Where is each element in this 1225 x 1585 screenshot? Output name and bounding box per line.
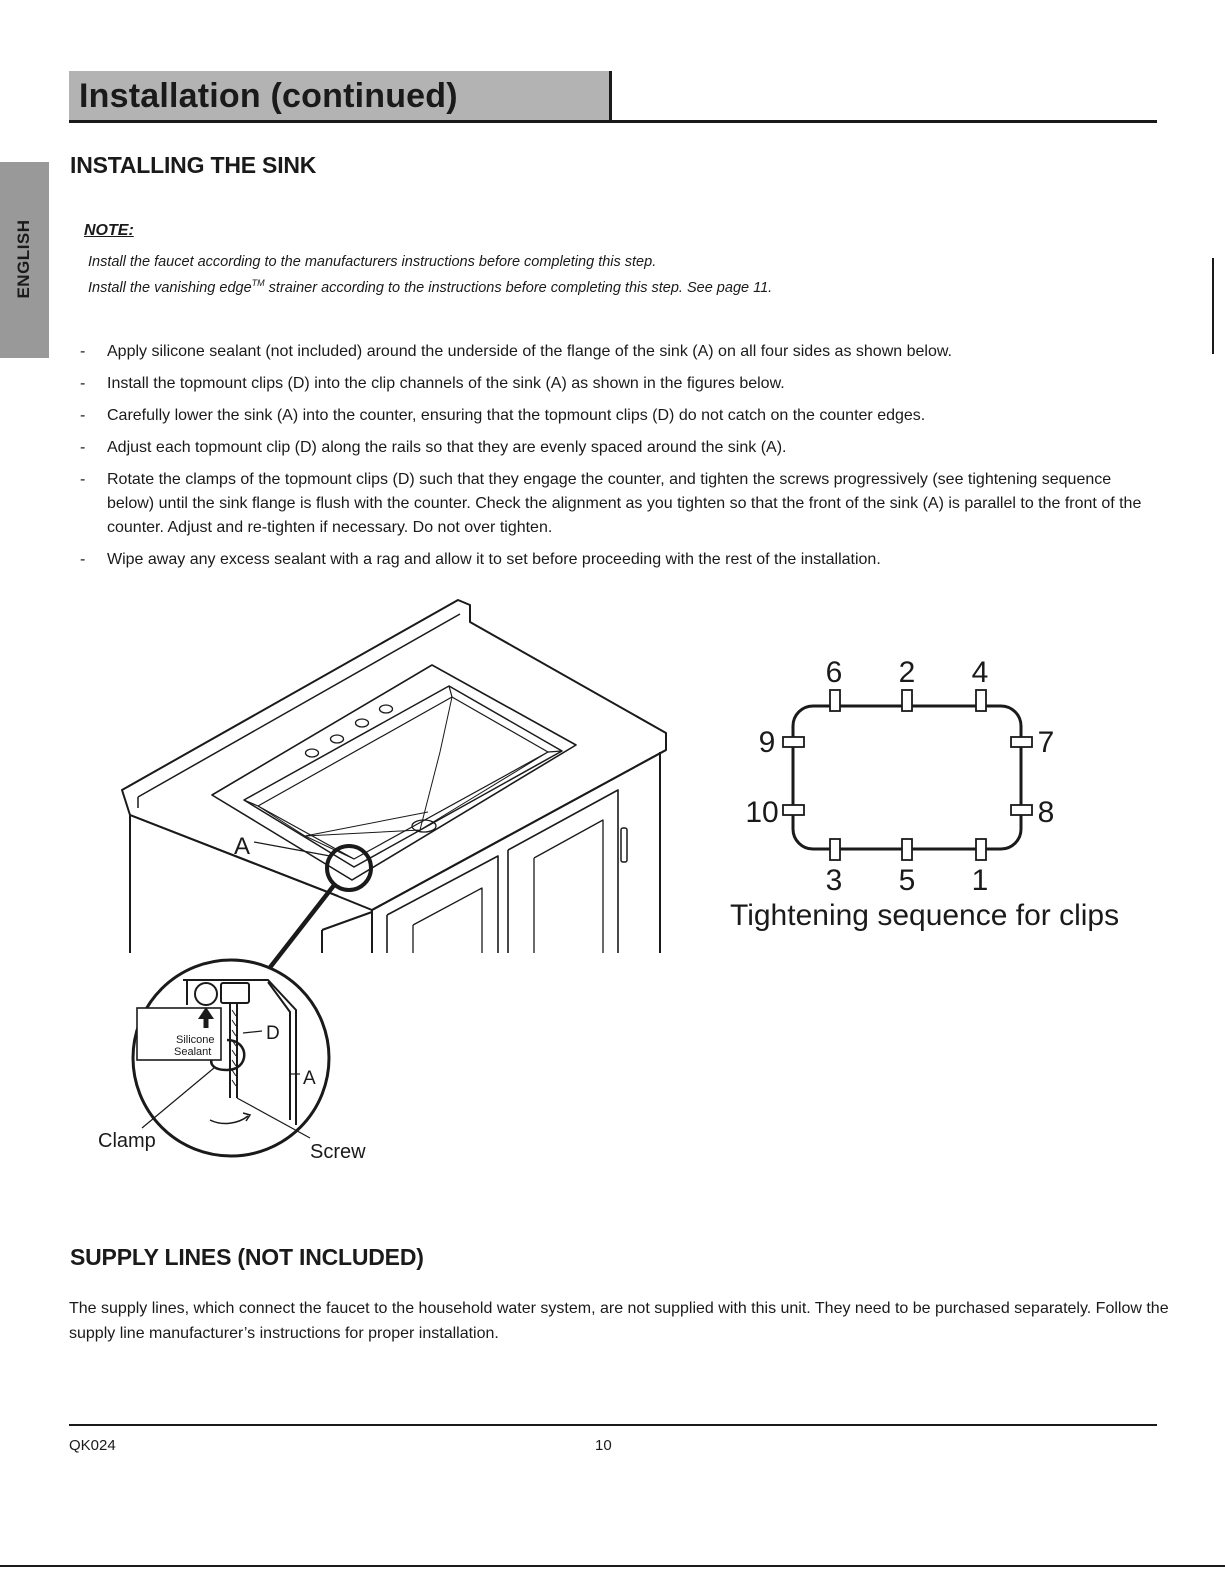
note-line-strainer-start: Install the vanishing edge xyxy=(88,279,252,296)
section-heading-supply-lines: SUPPLY LINES (NOT INCLUDED) xyxy=(70,1244,424,1270)
language-tab-label: ENGLISH xyxy=(14,219,33,299)
section-heading-installing-sink: INSTALLING THE SINK xyxy=(70,152,317,178)
list-item xyxy=(80,548,1160,572)
sequence-number: 1 xyxy=(971,864,989,897)
vanity-illustration xyxy=(122,600,666,970)
screw-label: Screw xyxy=(310,1141,366,1163)
sequence-number: 2 xyxy=(898,656,916,689)
sealant-label-line2: Sealant xyxy=(174,1046,212,1058)
note-line-faucet: Install the faucet according to the manufacturers instructions before completing this step. xyxy=(88,254,657,270)
trademark-mark: TM xyxy=(251,278,265,288)
installation-steps-list xyxy=(80,340,1160,580)
header-rule xyxy=(69,120,1157,123)
note-line-strainer-end: strainer according to the instructions before completing this step. See page 11. xyxy=(264,279,773,296)
page-title: Installation (continued) xyxy=(79,77,458,115)
document-code: QK024 xyxy=(69,1437,116,1454)
bullet-dash: - xyxy=(80,375,86,392)
sequence-number: 5 xyxy=(898,864,916,897)
bullet-dash: - xyxy=(80,343,86,360)
sealant-label-line1: Silicone xyxy=(176,1034,215,1046)
step-text: Wipe away any excess sealant with a rag and allow it to set before proceeding with the rest of the installation. xyxy=(107,551,881,568)
sink-installation-figure xyxy=(0,590,1225,1180)
language-tab xyxy=(0,162,49,358)
step-text: Rotate the clamps of the topmount clips (D) such that they engage the counter, and tighten the screws progressively (see tightening sequence below) until the sink flange is flush with the counter. Check the alignment as you tighten so that the front of the sink (A) is parallel to the front of the counter. Adjust and re-tighten if necessary. Do not over tighten. xyxy=(107,471,1142,536)
list-item xyxy=(80,436,1160,460)
section-header-bar xyxy=(69,71,612,122)
step-text: Install the topmount clips (D) into the clip channels of the sink (A) as shown in the figures below. xyxy=(107,375,785,392)
tightening-sequence-caption: Tightening sequence for clips xyxy=(730,899,1120,932)
page-bottom-edge xyxy=(0,1565,1225,1567)
page-number: 10 xyxy=(595,1437,612,1454)
bullet-dash: - xyxy=(80,551,86,568)
sequence-number: 6 xyxy=(825,656,843,689)
clamp-label: Clamp xyxy=(98,1130,156,1152)
sequence-number: 9 xyxy=(758,726,776,759)
tightening-sequence-diagram xyxy=(783,690,1032,860)
sequence-number: 4 xyxy=(971,656,989,689)
step-text: Adjust each topmount clip (D) along the rails so that they are evenly spaced around the sink (A). xyxy=(107,439,787,456)
list-item xyxy=(80,340,1160,364)
sequence-number: 10 xyxy=(745,796,779,829)
bullet-dash: - xyxy=(80,471,86,488)
note-label: NOTE: xyxy=(84,222,134,239)
bullet-dash: - xyxy=(80,407,86,424)
page-edge-mark xyxy=(1212,258,1214,354)
bullet-dash: - xyxy=(80,439,86,456)
list-item xyxy=(80,372,1160,396)
sink-edge-label-a: A xyxy=(303,1068,316,1089)
sink-label-a: A xyxy=(234,833,251,860)
list-item xyxy=(80,468,1160,540)
step-text: Carefully lower the sink (A) into the counter, ensuring that the topmount clips (D) do not catch on the counter edges. xyxy=(107,407,926,424)
supply-lines-paragraph: The supply lines, which connect the faucet to the household water system, are not supplied with this unit. They need to be purchased separately. Follow the supply line manufacturer’s instructions for proper installation. xyxy=(69,1300,1169,1342)
note-line-strainer xyxy=(88,278,772,296)
footer-rule xyxy=(69,1424,1157,1426)
step-text: Apply silicone sealant (not included) around the underside of the flange of the sink (A) on all four sides as shown below. xyxy=(107,343,952,360)
clip-detail-inset xyxy=(133,960,329,1156)
sequence-number: 8 xyxy=(1037,796,1055,829)
list-item xyxy=(80,404,1160,428)
sequence-number: 3 xyxy=(825,864,843,897)
clip-label-d: D xyxy=(266,1023,280,1044)
sequence-number: 7 xyxy=(1037,726,1055,759)
